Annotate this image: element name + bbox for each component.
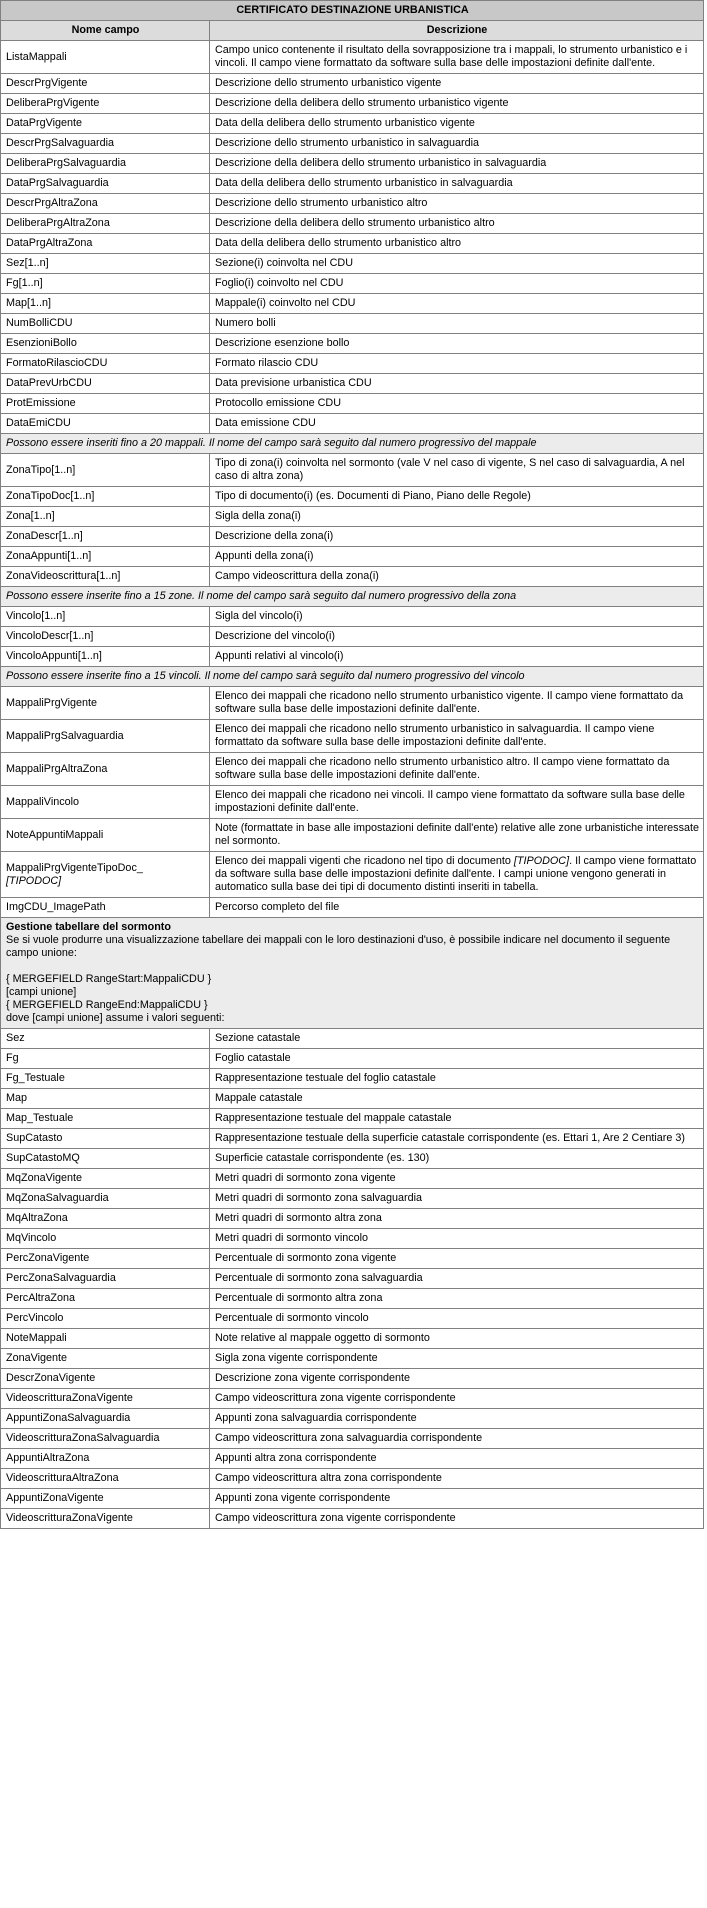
table-row: [1, 1269, 704, 1289]
field-description-cell: Data della delibera dello strumento urbanistico vigente: [210, 114, 704, 134]
field-description-cell: Superficie catastale corrispondente (es. 130): [210, 1149, 704, 1169]
field-description-cell: Rappresentazione testuale della superficie catastale corrispondente (es. Ettari 1, Are 2 Centiare 3): [210, 1129, 704, 1149]
field-description-cell: Descrizione esenzione bollo: [210, 334, 704, 354]
field-name-cell: Vincolo[1..n]: [1, 607, 210, 627]
field-name-cell: DataPrgAltraZona: [1, 234, 210, 254]
section-spacer: [6, 960, 699, 973]
table-row: [1, 1449, 704, 1469]
field-name-part: MappaliPrgVigenteTipoDoc_: [6, 861, 143, 874]
table-row: [1, 174, 704, 194]
table-row: [1, 134, 704, 154]
field-name-cell: DeliberaPrgAltraZona: [1, 214, 210, 234]
section-group: [1, 918, 704, 1029]
note-text: Possono essere inserite fino a 15 zone. Il nome del campo sarà seguito dal numero progressivo della zona: [1, 587, 704, 607]
field-description-cell: Campo videoscrittura altra zona corrispondente: [210, 1469, 704, 1489]
table-row: [1, 41, 704, 74]
field-name-cell: MappaliPrgAltraZona: [1, 753, 210, 786]
field-name-cell: [1, 852, 210, 898]
field-name-cell: MappaliPrgVigente: [1, 687, 210, 720]
field-name-cell: DescrPrgAltraZona: [1, 194, 210, 214]
section-cell: [1, 918, 704, 1029]
field-name-cell: Map: [1, 1089, 210, 1109]
table-row: [1, 1289, 704, 1309]
table-row: [1, 753, 704, 786]
table-row: [1, 1429, 704, 1449]
field-name-cell: SupCatastoMQ: [1, 1149, 210, 1169]
field-name-cell: NoteMappali: [1, 1329, 210, 1349]
field-description-cell: Appunti altra zona corrispondente: [210, 1449, 704, 1469]
table-row: [1, 194, 704, 214]
table-row: [1, 567, 704, 587]
field-description-cell: Data della delibera dello strumento urbanistico altro: [210, 234, 704, 254]
table-row: [1, 547, 704, 567]
field-description-cell: Note relative al mappale oggetto di sormonto: [210, 1329, 704, 1349]
field-description-cell: Campo unico contenente il risultato della sovrapposizione tra i mappali, lo strumento urbanistico e i vincoli. Il campo viene formattato da software sulla base delle impostazioni definite dall'ente.: [210, 41, 704, 74]
table-row: [1, 786, 704, 819]
table-row: [1, 720, 704, 753]
table-row: [1, 254, 704, 274]
field-name-cell: DeliberaPrgSalvaguardia: [1, 154, 210, 174]
field-description-cell: [210, 852, 704, 898]
field-name-cell: Fg[1..n]: [1, 274, 210, 294]
field-description-cell: Appunti zona salvaguardia corrispondente: [210, 1409, 704, 1429]
field-description-cell: Percentuale di sormonto vincolo: [210, 1309, 704, 1329]
field-description-cell: Data previsione urbanistica CDU: [210, 374, 704, 394]
table-row: [1, 1329, 704, 1349]
table-row: [1, 74, 704, 94]
field-name-cell: DataPrgSalvaguardia: [1, 174, 210, 194]
field-description-cell: Campo videoscrittura della zona(i): [210, 567, 704, 587]
table-row: [1, 1409, 704, 1429]
table-row: [1, 274, 704, 294]
section-title: Gestione tabellare del sormonto: [6, 921, 171, 933]
table-title: CERTIFICATO DESTINAZIONE URBANISTICA: [1, 1, 704, 21]
table-row: [1, 334, 704, 354]
field-name-cell: Map[1..n]: [1, 294, 210, 314]
section-row-sormonto: [1, 918, 704, 1029]
field-name-cell: FormatoRilascioCDU: [1, 354, 210, 374]
field-name-part: [TIPODOC]: [6, 874, 62, 887]
field-description-cell: Note (formattate in base alle impostazioni definite dall'ente) relative alle zone urbanistiche interessate nel sormonto.: [210, 819, 704, 852]
table-header-row: [1, 21, 704, 41]
field-description-cell: Descrizione della delibera dello strumento urbanistico in salvaguardia: [210, 154, 704, 174]
field-description-cell: Foglio(i) coinvolto nel CDU: [210, 274, 704, 294]
field-description-cell: Descrizione della delibera dello strumento urbanistico vigente: [210, 94, 704, 114]
field-name-cell: AppuntiAltraZona: [1, 1449, 210, 1469]
field-description-cell: Sezione(i) coinvolta nel CDU: [210, 254, 704, 274]
note-row-zone: [1, 587, 704, 607]
field-description-cell: Metri quadri di sormonto vincolo: [210, 1229, 704, 1249]
field-name-cell: ZonaVigente: [1, 1349, 210, 1369]
field-description-cell: Foglio catastale: [210, 1049, 704, 1069]
field-name-cell: VideoscritturaAltraZona: [1, 1469, 210, 1489]
field-description-cell: Percentuale di sormonto altra zona: [210, 1289, 704, 1309]
description-part: . Il campo viene formattato da software sulla base delle impostazioni definite dall'ente. I campi unione vengono generati in automatico sulla base dei tipi di documento distinti inseriti in tabella.: [215, 855, 697, 893]
field-name-cell: Sez[1..n]: [1, 254, 210, 274]
note-zone-group: [1, 587, 704, 607]
field-description-cell: Descrizione del vincolo(i): [210, 627, 704, 647]
table-row: [1, 1089, 704, 1109]
field-name-cell: DescrZonaVigente: [1, 1369, 210, 1389]
field-name-cell: DataPrgVigente: [1, 114, 210, 134]
field-description-cell: Metri quadri di sormonto altra zona: [210, 1209, 704, 1229]
field-name-cell: DescrPrgSalvaguardia: [1, 134, 210, 154]
table-row: [1, 1029, 704, 1049]
field-name-cell: ListaMappali: [1, 41, 210, 74]
field-description-cell: Appunti zona vigente corrispondente: [210, 1489, 704, 1509]
field-description-cell: Protocollo emissione CDU: [210, 394, 704, 414]
table-row: [1, 1129, 704, 1149]
field-name-cell: PercAltraZona: [1, 1289, 210, 1309]
mergefield-placeholder: [campi unione]: [6, 986, 77, 998]
field-name-cell: NoteAppuntiMappali: [1, 819, 210, 852]
field-name-cell: VideoscritturaZonaVigente: [1, 1389, 210, 1409]
field-description-cell: Appunti della zona(i): [210, 547, 704, 567]
table-row: [1, 1489, 704, 1509]
field-description-cell: Descrizione della zona(i): [210, 527, 704, 547]
note-vincoli-group: [1, 667, 704, 687]
field-description-cell: Elenco dei mappali che ricadono nello strumento urbanistico in salvaguardia. Il campo viene formattato da software sulla base delle impostazioni definite dall'ente.: [210, 720, 704, 753]
field-description-cell: Rappresentazione testuale del mappale catastale: [210, 1109, 704, 1129]
field-description-cell: Rappresentazione testuale del foglio catastale: [210, 1069, 704, 1089]
table-row: [1, 1229, 704, 1249]
field-description-cell: Campo videoscrittura zona salvaguardia corrispondente: [210, 1429, 704, 1449]
field-description-cell: Descrizione zona vigente corrispondente: [210, 1369, 704, 1389]
field-description-cell: Data emissione CDU: [210, 414, 704, 434]
field-description-cell: Metri quadri di sormonto zona salvaguardia: [210, 1189, 704, 1209]
field-description-cell: Descrizione dello strumento urbanistico altro: [210, 194, 704, 214]
field-description-cell: Percorso completo del file: [210, 898, 704, 918]
rows-general: [1, 41, 704, 434]
table-row: [1, 1249, 704, 1269]
table-row: [1, 1389, 704, 1409]
field-name-cell: ProtEmissione: [1, 394, 210, 414]
table-row: [1, 1369, 704, 1389]
field-name-cell: PercZonaSalvaguardia: [1, 1269, 210, 1289]
table-row: [1, 114, 704, 134]
description-part: Elenco dei mappali vigenti che ricadono nel tipo di documento: [215, 855, 514, 867]
field-description-cell: Elenco dei mappali che ricadono nello strumento urbanistico altro. Il campo viene formattato da software sulla base delle impostazioni definite dall'ente.: [210, 753, 704, 786]
note-mappali-group: [1, 434, 704, 454]
field-description-cell: Sigla del vincolo(i): [210, 607, 704, 627]
note-row-mappali: [1, 434, 704, 454]
field-description-cell: Numero bolli: [210, 314, 704, 334]
field-description-cell: Tipo di documento(i) (es. Documenti di Piano, Piano delle Regole): [210, 487, 704, 507]
table-row: [1, 507, 704, 527]
field-name-cell: MappaliPrgSalvaguardia: [1, 720, 210, 753]
field-name-cell: ImgCDU_ImagePath: [1, 898, 210, 918]
field-name-cell: MappaliVincolo: [1, 786, 210, 819]
table-row: [1, 607, 704, 627]
field-name-cell: DataPrevUrbCDU: [1, 374, 210, 394]
field-description-cell: Mappale catastale: [210, 1089, 704, 1109]
field-description-cell: Sigla zona vigente corrispondente: [210, 1349, 704, 1369]
note-row-vincoli: [1, 667, 704, 687]
field-name-cell: DeliberaPrgVigente: [1, 94, 210, 114]
table-row: [1, 687, 704, 720]
field-name-cell: SupCatasto: [1, 1129, 210, 1149]
field-name-cell: NumBolliCDU: [1, 314, 210, 334]
field-name-cell: MqAltraZona: [1, 1209, 210, 1229]
field-name-cell: Zona[1..n]: [1, 507, 210, 527]
field-name-cell: MqZonaSalvaguardia: [1, 1189, 210, 1209]
description-part: [TIPODOC]: [513, 855, 570, 867]
field-name-cell: ZonaVideoscrittura[1..n]: [1, 567, 210, 587]
column-header-name: Nome campo: [1, 21, 210, 41]
field-description-cell: Descrizione dello strumento urbanistico vigente: [210, 74, 704, 94]
field-description-cell: Descrizione dello strumento urbanistico in salvaguardia: [210, 134, 704, 154]
field-name-cell: EsenzioniBollo: [1, 334, 210, 354]
rows-zone: [1, 454, 704, 587]
field-name-cell: AppuntiZonaVigente: [1, 1489, 210, 1509]
field-name-cell: Map_Testuale: [1, 1109, 210, 1129]
field-description-cell: Tipo di zona(i) coinvolta nel sormonto (vale V nel caso di vigente, S nel caso di salvaguardia, A nel caso di altra zona): [210, 454, 704, 487]
table-row: [1, 1049, 704, 1069]
table-row: [1, 1469, 704, 1489]
field-name-cell: Sez: [1, 1029, 210, 1049]
field-description-cell: Percentuale di sormonto zona salvaguardia: [210, 1269, 704, 1289]
mergefield-explanation: dove [campi unione] assume i valori seguenti:: [6, 1012, 225, 1024]
column-header-description: Descrizione: [210, 21, 704, 41]
rows-mappali-lists: [1, 687, 704, 852]
mergefield-start: { MERGEFIELD RangeStart:MappaliCDU }: [6, 973, 212, 985]
table-row: [1, 1309, 704, 1329]
field-name-cell: DataEmiCDU: [1, 414, 210, 434]
table-row: [1, 234, 704, 254]
field-description-cell: Sezione catastale: [210, 1029, 704, 1049]
table-row: [1, 898, 704, 918]
field-description-cell: Appunti relativi al vincolo(i): [210, 647, 704, 667]
field-name-cell: MqZonaVigente: [1, 1169, 210, 1189]
table-row: [1, 454, 704, 487]
field-description-cell: Metri quadri di sormonto zona vigente: [210, 1169, 704, 1189]
field-description-cell: Sigla della zona(i): [210, 507, 704, 527]
table-row: [1, 374, 704, 394]
field-description-cell: Elenco dei mappali che ricadono nei vincoli. Il campo viene formattato da software sulla base delle impostazioni definite dall'ente.: [210, 786, 704, 819]
field-name-cell: VideoscritturaZonaSalvaguardia: [1, 1429, 210, 1449]
field-name-cell: ZonaTipoDoc[1..n]: [1, 487, 210, 507]
table-row: [1, 354, 704, 374]
tipodoc-group: [1, 852, 704, 918]
field-name-cell: VincoloAppunti[1..n]: [1, 647, 210, 667]
note-text: Possono essere inserite fino a 15 vincoli. Il nome del campo sarà seguito dal numero progressivo del vincolo: [1, 667, 704, 687]
table-row: [1, 1209, 704, 1229]
field-name-cell: ZonaTipo[1..n]: [1, 454, 210, 487]
field-description-cell: Elenco dei mappali che ricadono nello strumento urbanistico vigente. Il campo viene formattato da software sulla base delle impostazioni definite dall'ente.: [210, 687, 704, 720]
table-row: [1, 487, 704, 507]
field-description-cell: Descrizione della delibera dello strumento urbanistico altro: [210, 214, 704, 234]
table-row: [1, 414, 704, 434]
field-name-cell: ZonaAppunti[1..n]: [1, 547, 210, 567]
field-name-cell: AppuntiZonaSalvaguardia: [1, 1409, 210, 1429]
table-row: [1, 1109, 704, 1129]
rows-vincoli: [1, 607, 704, 667]
field-description-cell: Formato rilascio CDU: [210, 354, 704, 374]
field-name-cell: PercZonaVigente: [1, 1249, 210, 1269]
section-paragraph: Se si vuole produrre una visualizzazione tabellare dei mappali con le loro destinazioni d'uso, è possibile indicare nel documento il seguente campo unione:: [6, 934, 671, 959]
table-row: [1, 1169, 704, 1189]
field-name-cell: Fg: [1, 1049, 210, 1069]
note-text: Possono essere inseriti fino a 20 mappali. Il nome del campo sarà seguito dal numero progressivo del mappale: [1, 434, 704, 454]
table-row: [1, 627, 704, 647]
field-description-cell: Mappale(i) coinvolto nel CDU: [210, 294, 704, 314]
table-row: [1, 214, 704, 234]
table-row: [1, 314, 704, 334]
field-description-cell: Percentuale di sormonto zona vigente: [210, 1249, 704, 1269]
field-description-cell: Data della delibera dello strumento urbanistico in salvaguardia: [210, 174, 704, 194]
table-row: [1, 852, 704, 898]
table-row: [1, 294, 704, 314]
field-name-cell: Fg_Testuale: [1, 1069, 210, 1089]
table-row: [1, 1349, 704, 1369]
table-row: [1, 154, 704, 174]
table-row: [1, 1069, 704, 1089]
table-row: [1, 1189, 704, 1209]
table-row: [1, 1149, 704, 1169]
field-description-cell: Campo videoscrittura zona vigente corrispondente: [210, 1509, 704, 1529]
table-row: [1, 819, 704, 852]
field-description-cell: Campo videoscrittura zona vigente corrispondente: [210, 1389, 704, 1409]
table-row: [1, 647, 704, 667]
table-row: [1, 1509, 704, 1529]
table-row: [1, 94, 704, 114]
field-name-cell: PercVincolo: [1, 1309, 210, 1329]
field-name-cell: VincoloDescr[1..n]: [1, 627, 210, 647]
field-name-cell: MqVincolo: [1, 1229, 210, 1249]
table-row: [1, 527, 704, 547]
rows-sormonto: [1, 1029, 704, 1529]
table-title-row: [1, 1, 704, 21]
field-name-cell: VideoscritturaZonaVigente: [1, 1509, 210, 1529]
field-name-cell: ZonaDescr[1..n]: [1, 527, 210, 547]
table-row: [1, 394, 704, 414]
mergefield-end: { MERGEFIELD RangeEnd:MappaliCDU }: [6, 999, 208, 1011]
field-name-cell: DescrPrgVigente: [1, 74, 210, 94]
